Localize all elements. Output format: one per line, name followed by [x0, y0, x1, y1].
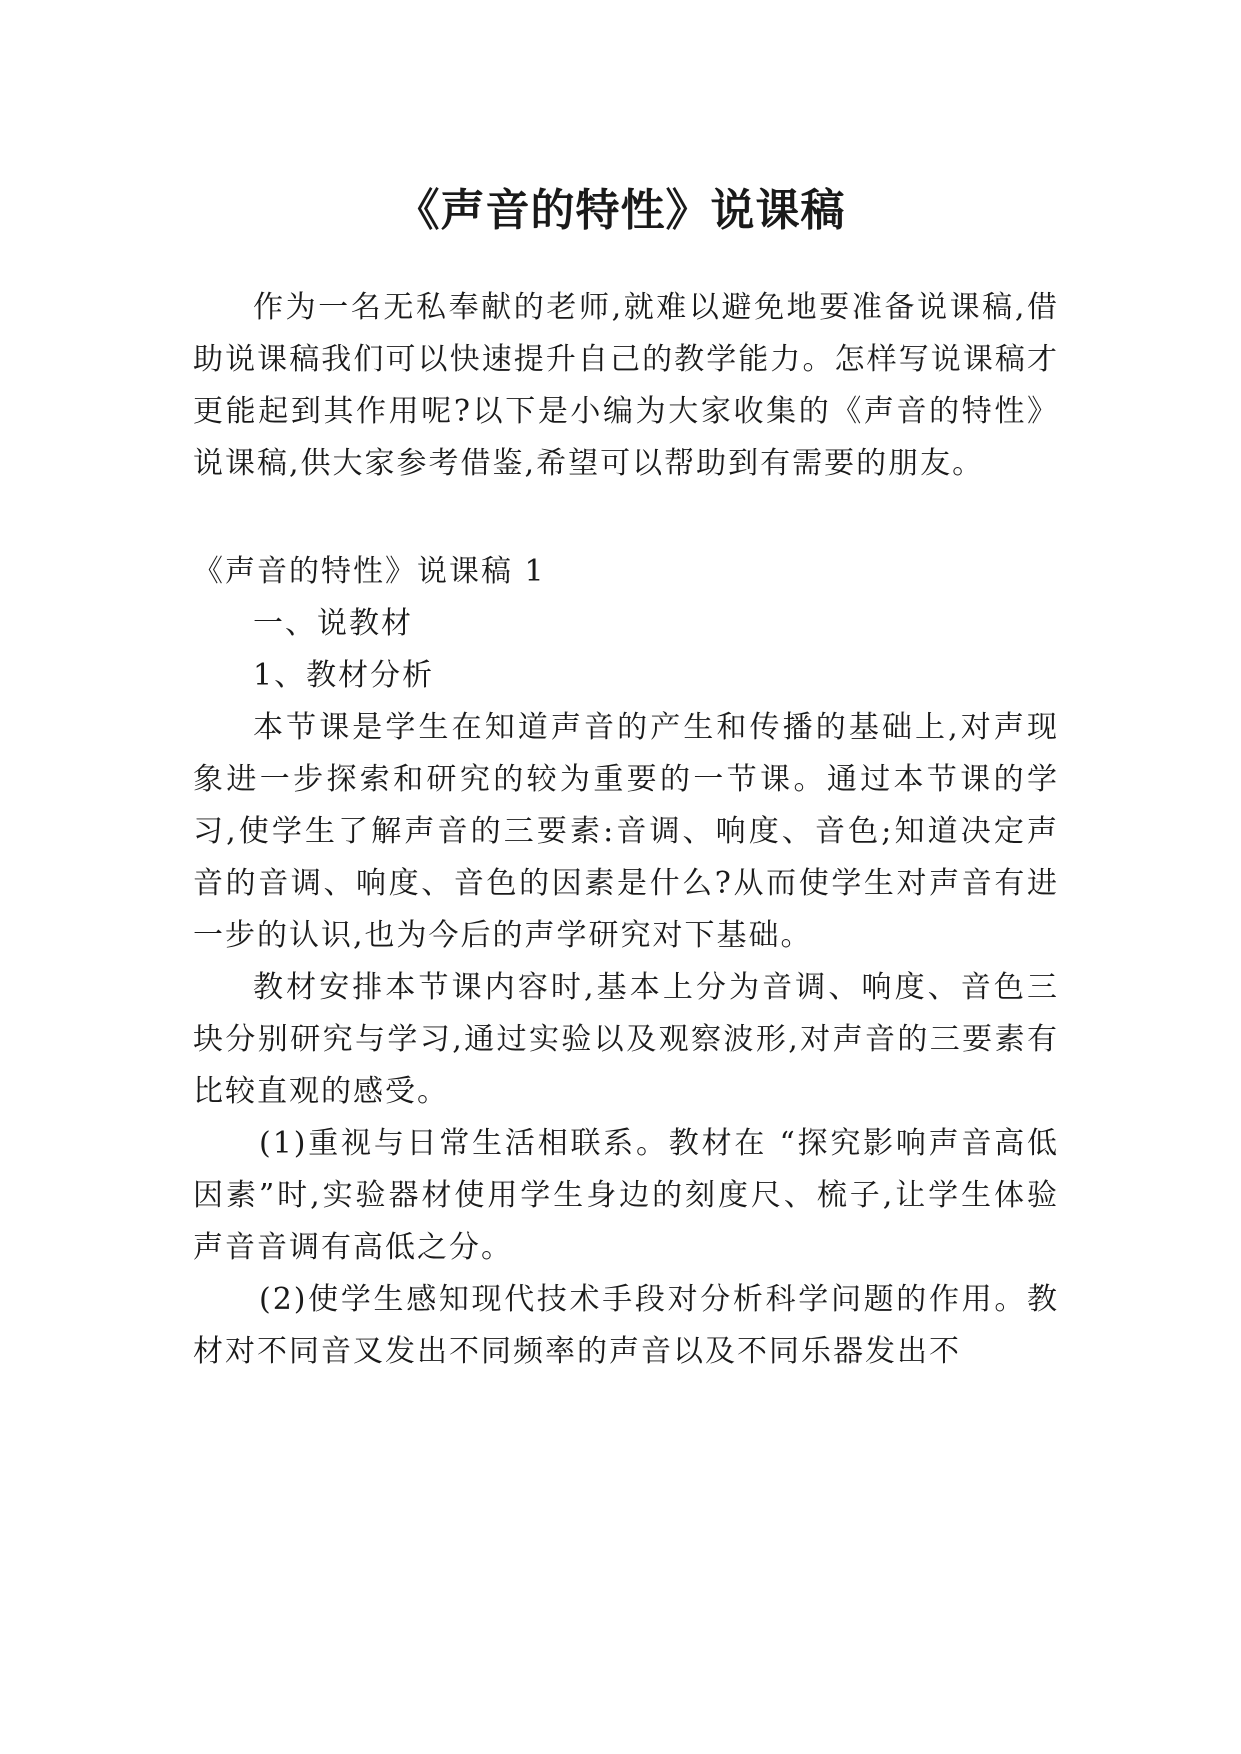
section-title: 《声音的特性》说课稿 1 — [193, 554, 546, 589]
body-paragraph-4: (2)使学生感知现代技术手段对分析科学问题的作用。教材对不同音叉发出不同频率的声音以及不同乐器发出不 — [193, 1282, 1059, 1369]
body-paragraph-3: (1)重视与日常生活相联系。教材在 “探究影响声音高低因素”时,实验器材使用学生身边的刻度尺、梳子,让学生体验声音音调有高低之分。 — [193, 1126, 1059, 1265]
intro-paragraph: 作为一名无私奉献的老师,就难以避免地要准备说课稿,借助说课稿我们可以快速提升自己的教学能力。怎样写说课稿才更能起到其作用呢?以下是小编为大家收集的《声音的特性》说课稿,供大家参考借鉴,希望可以帮助到有需要的朋友。 — [193, 290, 1059, 481]
heading-material-analysis: 1、教材分析 — [253, 658, 435, 693]
heading-teaching-material: 一、说教材 — [253, 606, 413, 641]
body-paragraph-2: 教材安排本节课内容时,基本上分为音调、响度、音色三块分别研究与学习,通过实验以及观察波形,对声音的三要素有比较直观的感受。 — [193, 970, 1059, 1109]
document-title: 《声音的特性》说课稿 — [395, 185, 846, 237]
body-paragraph-1: 本节课是学生在知道声音的产生和传播的基础上,对声现象进一步探索和研究的较为重要的一节课。通过本节课的学习,使学生了解声音的三要素:音调、响度、音色;知道决定声音的音调、响度、音色的因素是什么?从而使学生对声音有进一步的认识,也为今后的声学研究对下基础。 — [193, 710, 1059, 953]
document-body — [193, 282, 1059, 1378]
